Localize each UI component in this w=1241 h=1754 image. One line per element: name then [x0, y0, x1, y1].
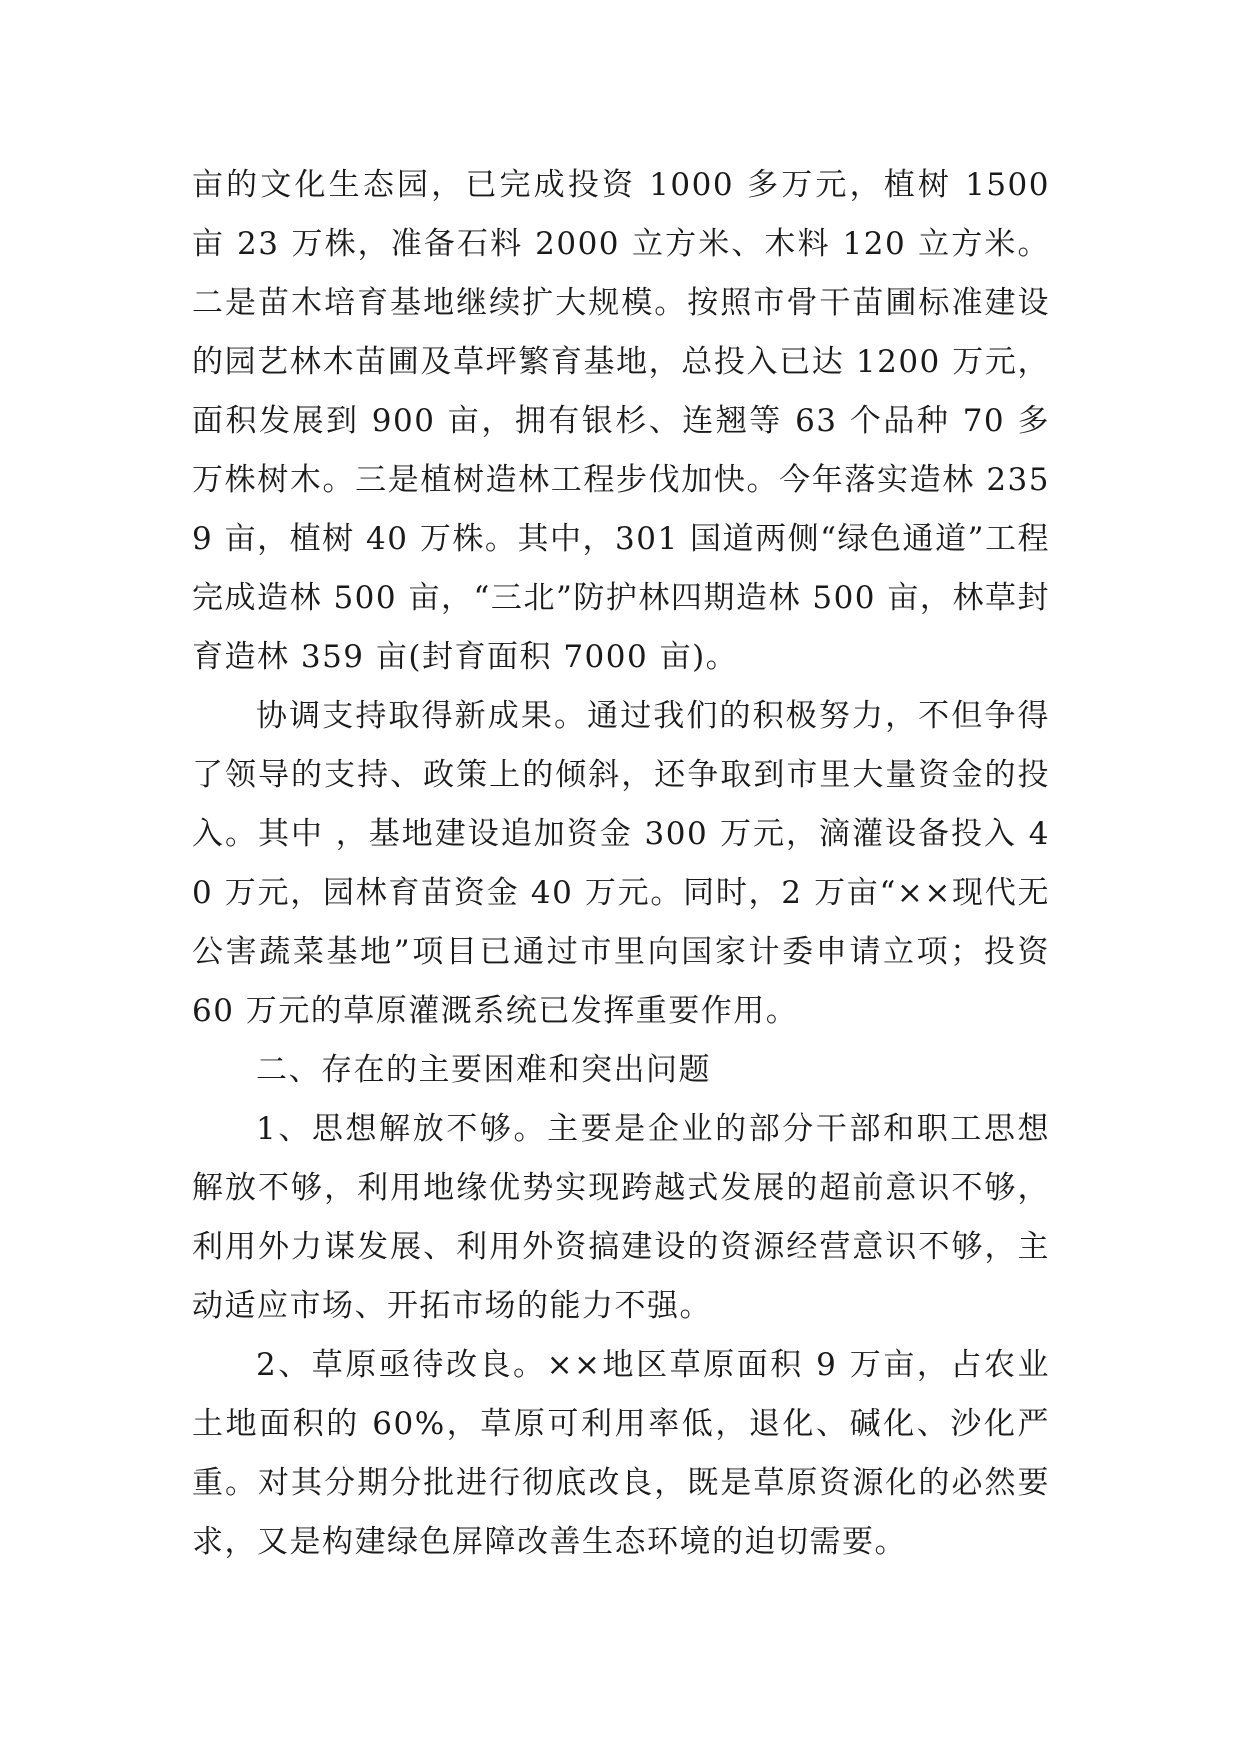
paragraph-ecology-progress: 亩的文化生态园，已完成投资 1000 多万元，植树 1500 亩 23 万株，准备石料 2000 立方米、木料 120 立方米。二是苗木培育基地继续扩大规模。按照市骨干苗圃标准建设的园艺林木苗圃及草坪繁育基地，总投入已达 1200 万元，面积发展到 900 亩，拥有银杉、连翘等 63 个品种 70 多万株树木。三是植树造林工程步伐加快。今年落实造林 2359 亩，植树 40 万株。其中，301 国道两侧“绿色通道”工程完成造林 500 亩，“三北”防护林四期造林 500 亩，林草封育造林 359 亩(封育面积 7000 亩)。	[192, 167, 1050, 675]
paragraph-problem-1: 1、思想解放不够。主要是企业的部分干部和职工思想解放不够，利用地缘优势实现跨越式发展的超前意识不够，利用外力谋发展、利用外资搞建设的资源经营意识不够，主动适应市场、开拓市场的能力不强。	[192, 1111, 1050, 1324]
paragraph-coordination-support: 协调支持取得新成果。通过我们的积极努力，不但争得了领导的支持、政策上的倾斜，还争取到市里大量资金的投入。其中 ，基地建设追加资金 300 万元，滴灌设备投入 40 万元，园林育苗资金 40 万元。同时，2 万亩“××现代无公害蔬菜基地”项目已通过市里向国家计委申请立项；投资 60 万元的草原灌溉系统已发挥重要作用。	[192, 698, 1050, 1029]
section-heading-problems: 二、存在的主要困难和突出问题	[256, 1052, 711, 1088]
document-body	[192, 156, 1050, 1572]
paragraph-problem-2: 2、草原亟待改良。××地区草原面积 9 万亩，占农业土地面积的 60%，草原可利用率低，退化、碱化、沙化严重。对其分期分批进行彻底改良，既是草原资源化的必然要求，又是构建绿色屏障改善生态环境的迫切需要。	[192, 1347, 1050, 1560]
